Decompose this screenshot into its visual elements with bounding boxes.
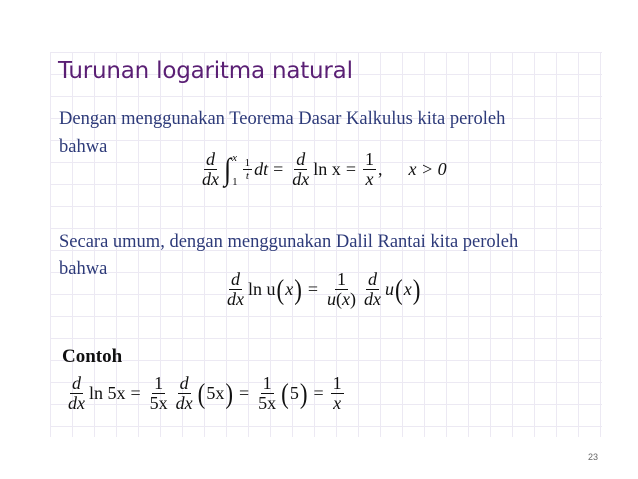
d-dx-operator-3: $\frac{d}{dx}$ <box>227 269 244 309</box>
equals-sign: = <box>273 159 284 180</box>
comma: , <box>377 159 383 180</box>
formula-derivative-integral <box>198 150 447 190</box>
formula-example: $\frac{d}{dx}$ ln 5x = $\frac{1}{5x}$ $\frac{d}{dx}$ ( 5x ) = $\frac{1}{5x}$ ( 5 ) = $\frac{1}{x}$ <box>68 373 342 413</box>
intro-text-line-1: Dengan menggunakan Teorema Dasar Kalkulus kita peroleh <box>59 109 506 129</box>
d-dx-operator-5: $\frac{d}{dx}$ <box>68 373 85 413</box>
ln-x: ln x <box>313 159 341 180</box>
equals-sign-3: = <box>307 279 319 300</box>
equals-sign-4: = <box>130 383 141 404</box>
d-dx-operator-4: $\frac{d}{dx}$ <box>364 269 382 309</box>
term-5: 5 <box>289 383 299 404</box>
condition: x > 0 <box>408 159 447 180</box>
var-u: u <box>385 279 395 300</box>
equals-sign-2: = <box>345 159 356 180</box>
intro-text-line-2: bahwa <box>59 137 108 157</box>
d-dx-operator-2: $\frac{d}{dx}$ <box>292 149 310 189</box>
d-dx-operator: $\frac{d}{dx}$ <box>202 149 219 189</box>
slide-title: Turunan logaritma natural <box>58 58 353 84</box>
var-x-2: x <box>403 279 412 300</box>
formula-chain-rule: $\frac{d}{dx}$ ln u ( x ) = $\frac{1}{u(x)}$ $\frac{d}{dx}$ u ( x ) <box>227 269 421 309</box>
integral-limits: x 1 <box>232 151 238 188</box>
var-x: x <box>285 279 294 300</box>
rule-text-line-2: bahwa <box>59 259 108 279</box>
one-over-5x-2: $\frac{1}{5x}$ <box>258 373 277 413</box>
one-over-u-x: $\frac{1}{u(x)}$ <box>327 269 357 309</box>
equals-sign-6: = <box>313 383 324 404</box>
page-number: 23 <box>588 452 599 462</box>
d-dx-operator-6: $\frac{d}{dx}$ <box>175 373 193 413</box>
example-heading: Contoh <box>62 346 123 367</box>
one-over-x: $\frac{1}{x}$ <box>364 149 374 189</box>
one-over-5x: $\frac{1}{5x}$ <box>149 373 168 413</box>
rule-text-line-1: Secara umum, dengan menggunakan Dalil Rantai kita peroleh <box>59 232 519 252</box>
ln-u: ln u <box>248 279 276 300</box>
equals-sign-5: = <box>239 383 250 404</box>
term-5x: 5x <box>206 383 225 404</box>
ln-5x: ln 5x <box>89 383 126 404</box>
integral-sign: ∫ <box>224 151 232 187</box>
dt: dt <box>254 159 269 180</box>
one-over-t: $\frac{1}{t}$ <box>244 156 251 183</box>
one-over-x-result: $\frac{1}{x}$ <box>332 373 342 413</box>
